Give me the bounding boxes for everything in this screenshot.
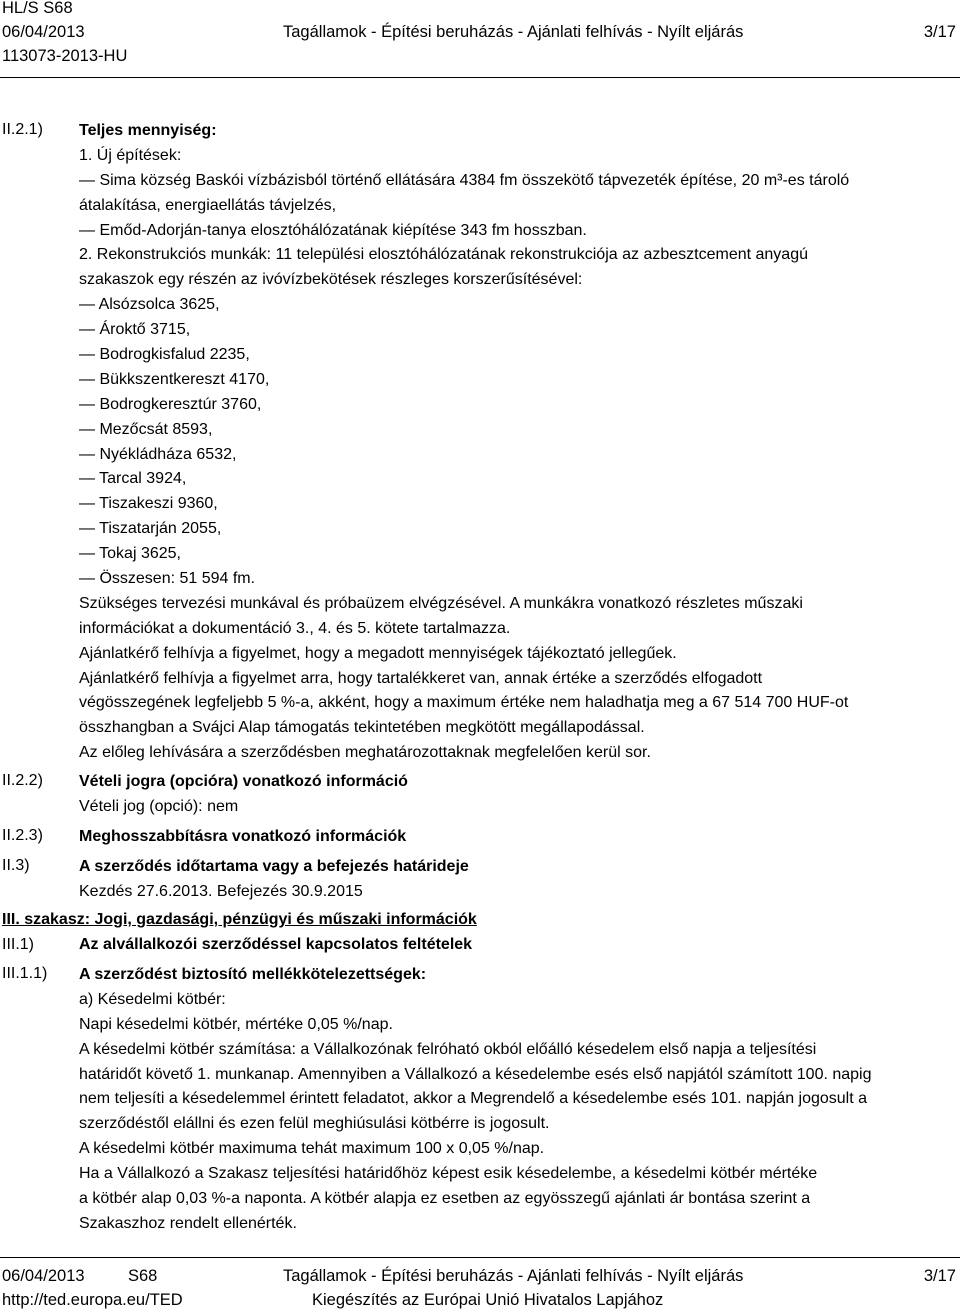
text-line: összhangban a Svájci Alap támogatás tekintetében megkötött megállapodással.: [79, 719, 645, 737]
total-quantity-heading: Teljes mennyiség:: [79, 122, 217, 139]
list-item: — Nyékládháza 6532,: [79, 445, 237, 463]
text-line: A késedelmi kötbér maximuma tehát maximum 100 x 0,05 %/nap.: [79, 1140, 545, 1158]
guarantees-section: [79, 963, 959, 1237]
guarantees-heading: A szerződést biztosító mellékkötelezettségek:: [79, 966, 427, 983]
footer-page-number: 3/17: [923, 1267, 956, 1285]
footer-divider: [0, 1257, 960, 1258]
text-line: Szakaszhoz rendelt ellenérték.: [79, 1214, 297, 1232]
section-number-ii-3: II.3): [2, 857, 30, 874]
option-heading: Vételi jogra (opcióra) vonatkozó információ: [79, 773, 408, 790]
renewal-section: [79, 825, 959, 850]
section-number-ii-2-2: II.2.2): [2, 772, 43, 789]
list-item: — Tokaj 3625,: [79, 545, 181, 563]
text-line: 2. Rekonstrukciós munkák: 11 települési elosztóhálózatának rekonstrukciója az azbesztcement anyagú: [79, 246, 808, 264]
journal-ref: HL/S S68: [2, 0, 73, 17]
list-item: — Bodrogkisfalud 2235,: [79, 346, 250, 364]
text-line: Ha a Vállalkozó a Szakasz teljesítési határidőhöz képest esik késedelembe, a késedelmi kötbér mértéke: [79, 1165, 818, 1183]
text-line: — Emőd-Adorján-tanya elosztóhálózatának kiépítése 343 fm hosszban.: [79, 221, 587, 239]
list-item: — Bodrogkeresztúr 3760,: [79, 395, 262, 413]
section-number-iii-1-1: III.1.1): [2, 965, 48, 982]
section-number-ii-2-3: II.2.3): [2, 827, 43, 844]
option-value: Vételi jog (opció): nem: [79, 797, 239, 815]
text-line: szerződéstől elállni és ezen felül meghiúsulási kötbérre is jogosult.: [79, 1115, 550, 1133]
section-iii-title: III. szakasz: Jogi, gazdasági, pénzügyi és műszaki információk: [2, 911, 477, 928]
list-item: — Mezőcsát 8593,: [79, 420, 213, 438]
duration-section: [79, 855, 959, 905]
footer-publisher: Kiegészítés az Európai Unió Hivatalos Lapjához: [312, 1291, 664, 1309]
header-page-number: 3/17: [923, 23, 956, 41]
text-line: Az előleg lehívására a szerződésben meghatározottaknak megfelelően kerül sor.: [79, 744, 651, 762]
quantity-section: [79, 119, 959, 766]
footer-title: Tagállamok - Építési beruházás - Ajánlati felhívás - Nyílt eljárás: [283, 1267, 744, 1285]
section-iii-1-title: Az alvállalkozói szerződéssel kapcsolatos feltételek: [79, 936, 473, 953]
option-section: [79, 770, 959, 820]
list-item: — Alsózsolca 3625,: [79, 296, 220, 314]
text-line: Ajánlatkérő felhívja a figyelmet arra, hogy tartalékkeret van, annak értéke a szerződés elfogadott: [79, 669, 763, 687]
text-line: szakaszok egy részén az ivóvízbekötések részleges korszerűsítésével:: [79, 271, 583, 289]
text-line: határidőt követő 1. munkanap. Amennyiben a Vállalkozó a késedelembe esés első napjától számított 100. napig: [79, 1065, 872, 1083]
notice-id: 113073-2013-HU: [2, 47, 128, 65]
text-line: a) Késedelmi kötbér:: [79, 990, 226, 1008]
text-line: Ajánlatkérő felhívja a figyelmet, hogy a megadott mennyiségek tájékoztató jellegűek.: [79, 644, 677, 662]
header-divider: [0, 77, 960, 78]
footer-url[interactable]: http://ted.europa.eu/TED: [2, 1291, 183, 1309]
text-line: — Sima község Baskói vízbázisból történő ellátására 4384 fm összekötő tápvezeték építése, 20 m³-es tároló: [79, 171, 850, 189]
header-title: Tagállamok - Építési beruházás - Ajánlati felhívás - Nyílt eljárás: [283, 23, 744, 41]
text-line: 1. Új építések:: [79, 146, 182, 164]
section-number-iii-1: III.1): [2, 936, 35, 953]
list-item: — Ároktő 3715,: [79, 321, 191, 339]
footer-series: S68: [128, 1267, 158, 1285]
text-line: végösszegének legfeljebb 5 %-a, akként, hogy a maximum értéke nem haladhatja meg a 67 514 700 HUF-ot: [79, 694, 849, 712]
text-line: információkat a dokumentáció 3., 4. és 5. kötete tartalmazza.: [79, 619, 511, 637]
text-line: nem teljesíti a késedelemmel érintett feladatot, akkor a Megrendelő a késedelembe esés 101. napján jogosult a: [79, 1090, 868, 1108]
list-item: — Bükkszentkereszt 4170,: [79, 370, 270, 388]
text-line: A késedelmi kötbér számítása: a Vállalkozónak felróható okból előálló késedelem első napja a teljesítési: [79, 1040, 817, 1058]
text-line: átalakítása, energiaellátás távjelzés,: [79, 196, 337, 214]
list-item: — Tarcal 3924,: [79, 470, 187, 488]
renewal-heading: Meghosszabbításra vonatkozó információk: [79, 828, 407, 845]
header-date: 06/04/2013: [2, 23, 85, 41]
section-number-ii-2-1: II.2.1): [2, 121, 43, 138]
text-line: a kötbér alap 0,03 %-a naponta. A kötbér alapja ez esetben az egyösszegű ajánlati ár bontása szerint a: [79, 1190, 811, 1208]
text-line: Napi késedelmi kötbér, mértéke 0,05 %/nap.: [79, 1015, 393, 1033]
text-line: Szükséges tervezési munkával és próbaüzem elvégzésével. A munkákra vonatkozó részletes műszaki: [79, 594, 803, 612]
list-item: — Tiszakeszi 9360,: [79, 495, 218, 513]
list-item: — Tiszatarján 2055,: [79, 520, 222, 538]
footer-date: 06/04/2013: [2, 1267, 85, 1285]
duration-value: Kezdés 27.6.2013. Befejezés 30.9.2015: [79, 882, 363, 900]
duration-heading: A szerződés időtartama vagy a befejezés határideje: [79, 858, 469, 875]
list-item: — Összesen: 51 594 fm.: [79, 570, 256, 588]
